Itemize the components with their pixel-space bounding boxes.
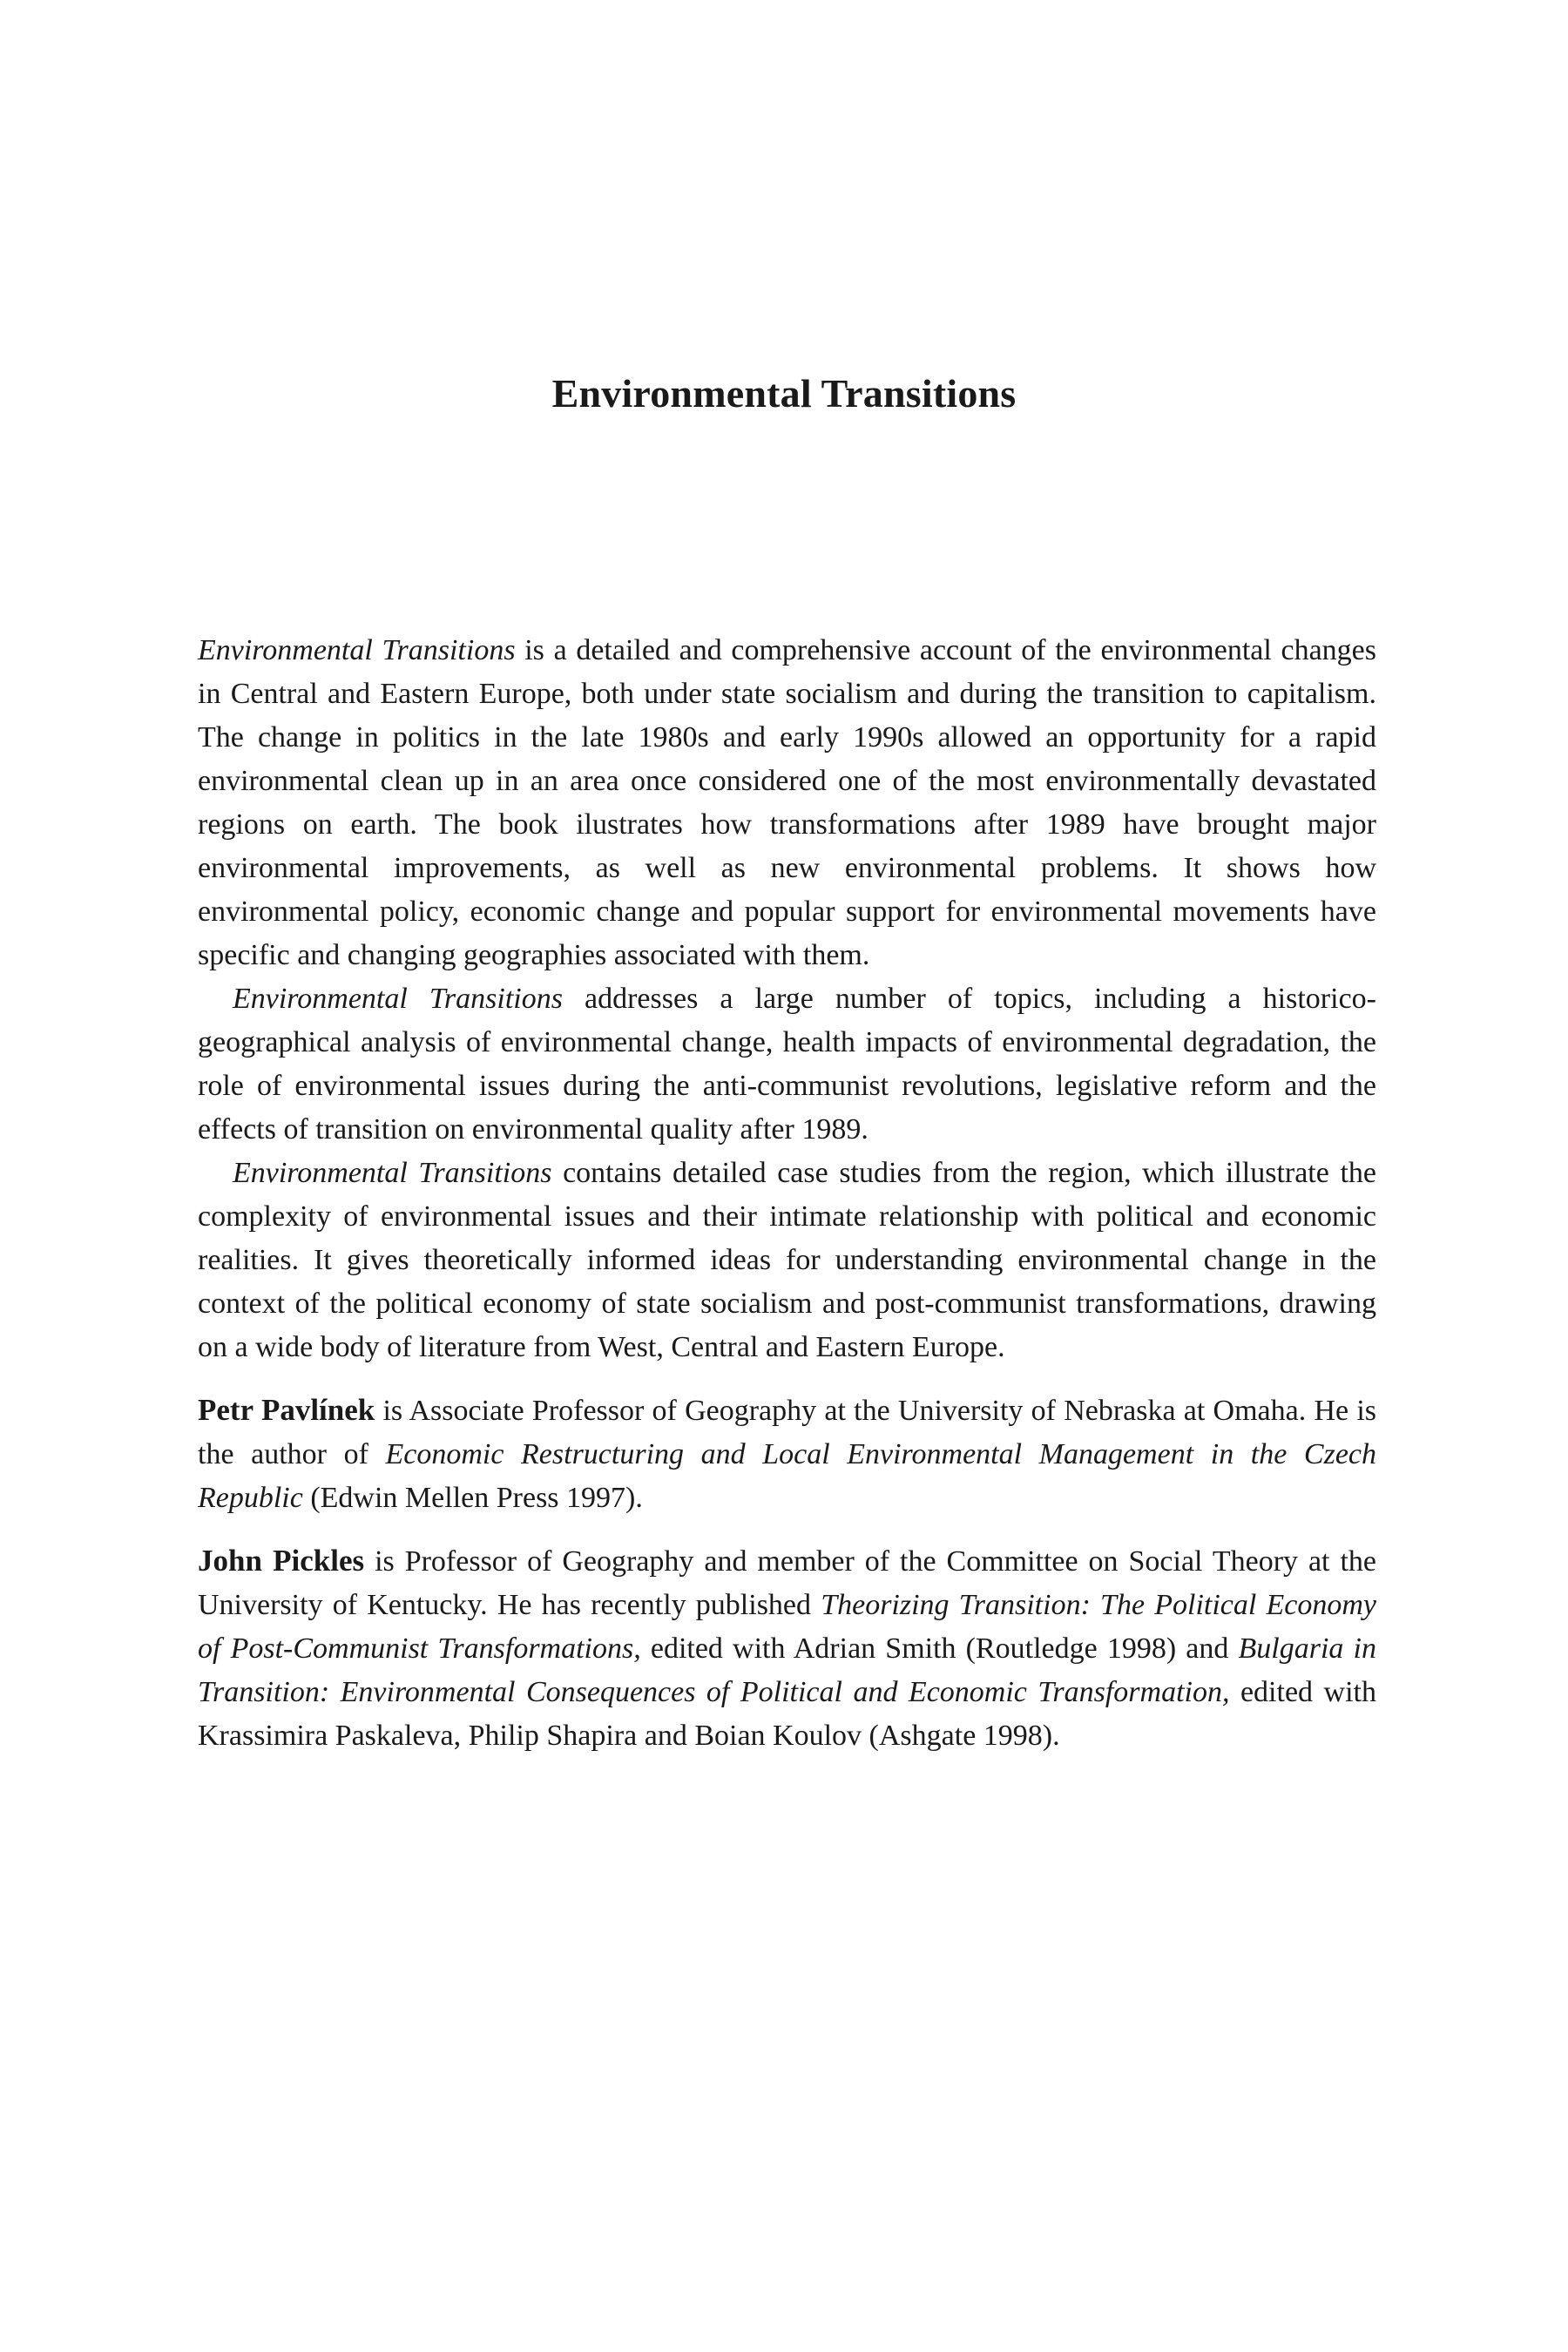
work-title-italic: Economic Restructuring and Local Environmental Management in the Czech Republic <box>198 1438 1376 1514</box>
bio-text: is Professor of Geography and member of the Committee on Social Theory at the University of Kentucky. He has recently published <box>198 1545 1376 1621</box>
author-bio <box>198 1389 1376 1520</box>
paragraph-text: is a detailed and comprehensive account of the environmental changes in Central and Eastern Europe, both under state socialism and during the transition to capitalism. The change in politics in the late 1980s and early 1990s allowed an opportunity for a rapid environmental clean up in an area once considered one of the most environmentally devastated regions on earth. The book ilustrates how transformations after 1989 have brought major environmental improvements, as well as new environmental problems. It shows how environmental policy, economic change and popular support for environmental movements have specific and changing geographies associated with them. <box>198 634 1376 971</box>
page-body <box>198 629 1376 1758</box>
page-title: Environmental Transitions <box>551 371 1017 416</box>
paragraph-text: addresses a large number of topics, including a historico-geographical analysis of environmental change, health impacts of environmental degradation, the role of environmental issues during the anti-communist revolutions, legislative reform and the effects of transition on environmental quality after 1989. <box>198 983 1376 1146</box>
paragraph-text: contains detailed case studies from the region, which illustrate the complexity of environmental issues and their intimate relationship with political and economic realities. It gives theoretically informed ideas for understanding environmental change in the context of the political economy of state socialism and post-communist transformations, drawing on a wide body of literature from West, Central and Eastern Europe. <box>198 1157 1376 1363</box>
bio-text: edited with Krassimira Paskaleva, Philip Shapira and Boian Koulov (Ashgate 1998). <box>198 1676 1376 1752</box>
author-name: John Pickles <box>198 1544 365 1578</box>
book-title-italic: Environmental Transitions <box>198 634 516 666</box>
description-paragraph <box>198 977 1376 1152</box>
author-name: Petr Pavlínek <box>198 1393 375 1427</box>
bio-text: edited with Adrian Smith (Routledge 1998) and <box>640 1632 1239 1665</box>
book-title-italic: Environmental Transitions <box>233 1157 552 1189</box>
description-paragraph <box>198 1152 1376 1369</box>
description-paragraph <box>198 629 1376 977</box>
work-title-italic: Bulgaria in Transition: Environmental Consequences of Political and Economic Transformation, <box>198 1632 1376 1708</box>
author-bio <box>198 1539 1376 1758</box>
book-description <box>198 629 1376 1369</box>
bio-text: is Associate Professor of Geography at the University of Nebraska at Omaha. He is the author of <box>198 1395 1377 1470</box>
book-title-italic: Environmental Transitions <box>233 983 563 1015</box>
work-title-italic: Theorizing Transition: The Political Economy of Post-Communist Transformations, <box>198 1589 1376 1665</box>
bio-text: (Edwin Mellen Press 1997). <box>302 1482 643 1514</box>
